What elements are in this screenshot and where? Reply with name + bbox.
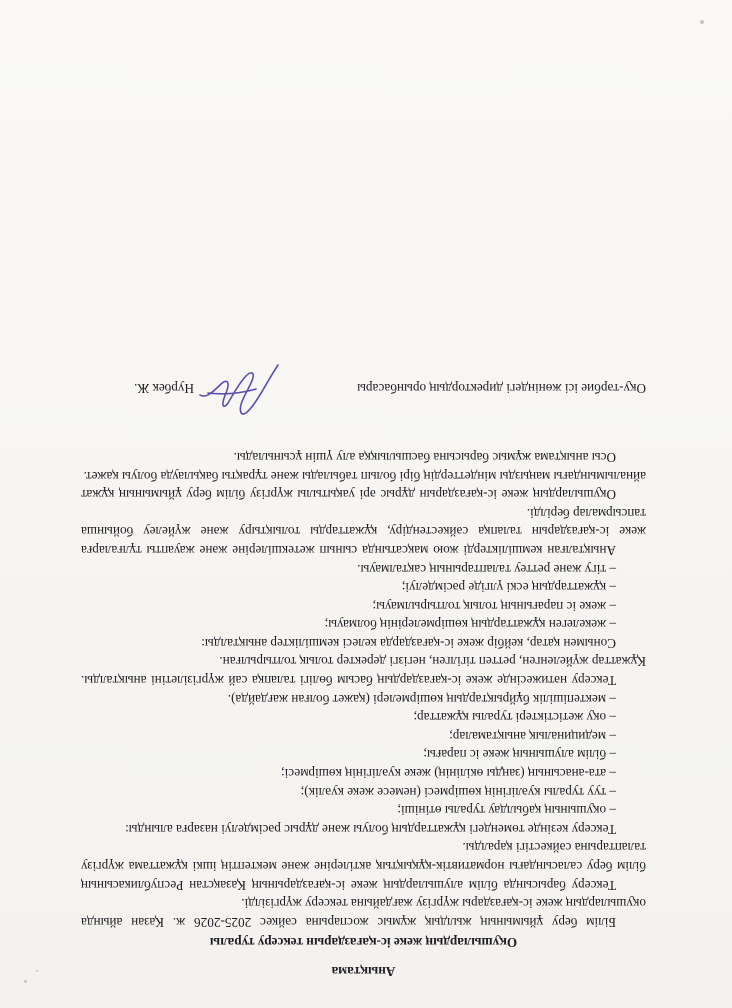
list-item: – тігу және реттеу талаптарының сақталмауы. <box>357 561 616 577</box>
paragraph-6: Оқушылардың жеке іс-қағаздарын дұрыс әрі уақытылы жүргізу білім беру ұйымының құжат айналымындағы маңызды міндеттердің бірі болып табылады және тұрақты бақылауда болуы қажет. <box>81 468 646 503</box>
signature-role: Оқу-тәрбие ісі жөніндегі директордың орынбасары <box>357 381 646 397</box>
list-item: – мектепішілік бұйрықтардың көшірмелері (қажет болған жағдайда). <box>227 691 616 707</box>
signature-block <box>81 367 646 407</box>
list-item: – оқу жетістіктері туралы құжаттар; <box>413 710 616 726</box>
document-body <box>81 367 646 980</box>
document-title: Анықтама <box>331 964 396 979</box>
list-item: – құжаттардың ескі үлгіде рәсімделуі; <box>401 580 616 596</box>
paragraph-4: Сонымен қатар, кейбір жеке іс-қағаздарда келесі кемшіліктер анықталды: <box>201 635 616 651</box>
paragraph-5: Анықталған кемшіліктерді жою мақсатында сынып жетекшілеріне және жауапты тұлғаларға жеке іс-қағаздарын талапқа сәйкестендіру, құжаттарды толықтыру және жүйелеу бойынша тапсырмалар берілді. <box>81 505 646 558</box>
list-item: – жеке іс парағының толық толтырылмауы; <box>372 598 616 614</box>
checked-items-list <box>81 689 646 819</box>
list-item: – туу туралы куәлігінің көшірмесі (немесе жеке куәлік); <box>300 784 616 800</box>
paragraph-3: Тексеру нәтижесінде жеке іс-қағаздардың басым бөлігі талапқа сай жүргізілетіні анықталды. Құжаттар жүйеленген, реттеп тігілген, негізгі деректер толық толтырылған. <box>81 654 646 689</box>
list-item: – жекелеген құжаттардың көшірмелерінің болмауы; <box>324 617 616 633</box>
list-item: – білім алушының жеке іс парағы; <box>423 747 616 763</box>
handwritten-signature <box>190 353 286 423</box>
list-item: – оқушының қабылдау туралы өтініші; <box>397 803 616 819</box>
paragraph-7: Осы анықтама жұмыс барысына басшылыққа алу үшін ұсынылады. <box>233 449 616 465</box>
shortcomings-list <box>81 559 646 633</box>
paragraph-2: Тексеру кезінде төмендегі құжаттардың болуы және дұрыс рәсімделуі назарға алынды: <box>125 821 616 837</box>
paragraph-1: Тексеру барысында білім алушылардың жеке іс-қағаздарының Қазақстан Республикасының білім беру саласындағы нормативтік-құқықтық актілеріне және мектептің ішкі құжаттама жүргізу талаптарына сәйкестігі қаралды. <box>81 840 646 893</box>
intro-paragraph: Білім беру ұйымының жылдық жұмыс жоспарына сәйкес 2025-2026 ж. Қазан айында оқушылардың жеке іс-қағаздары жүргізу жағдайына тексеру жүргізілді. <box>81 896 646 930</box>
signature-name: Нурбек Ж. <box>134 381 194 397</box>
list-item: – ата-анасының (заңды өкілінің) жеке куәлігінің көшірмесі; <box>280 766 616 782</box>
document-subtitle: Оқушылардың жеке іс-қағаздарын тексеру туралы <box>209 935 518 951</box>
list-item: – медициналық анықтамалар; <box>449 728 616 744</box>
